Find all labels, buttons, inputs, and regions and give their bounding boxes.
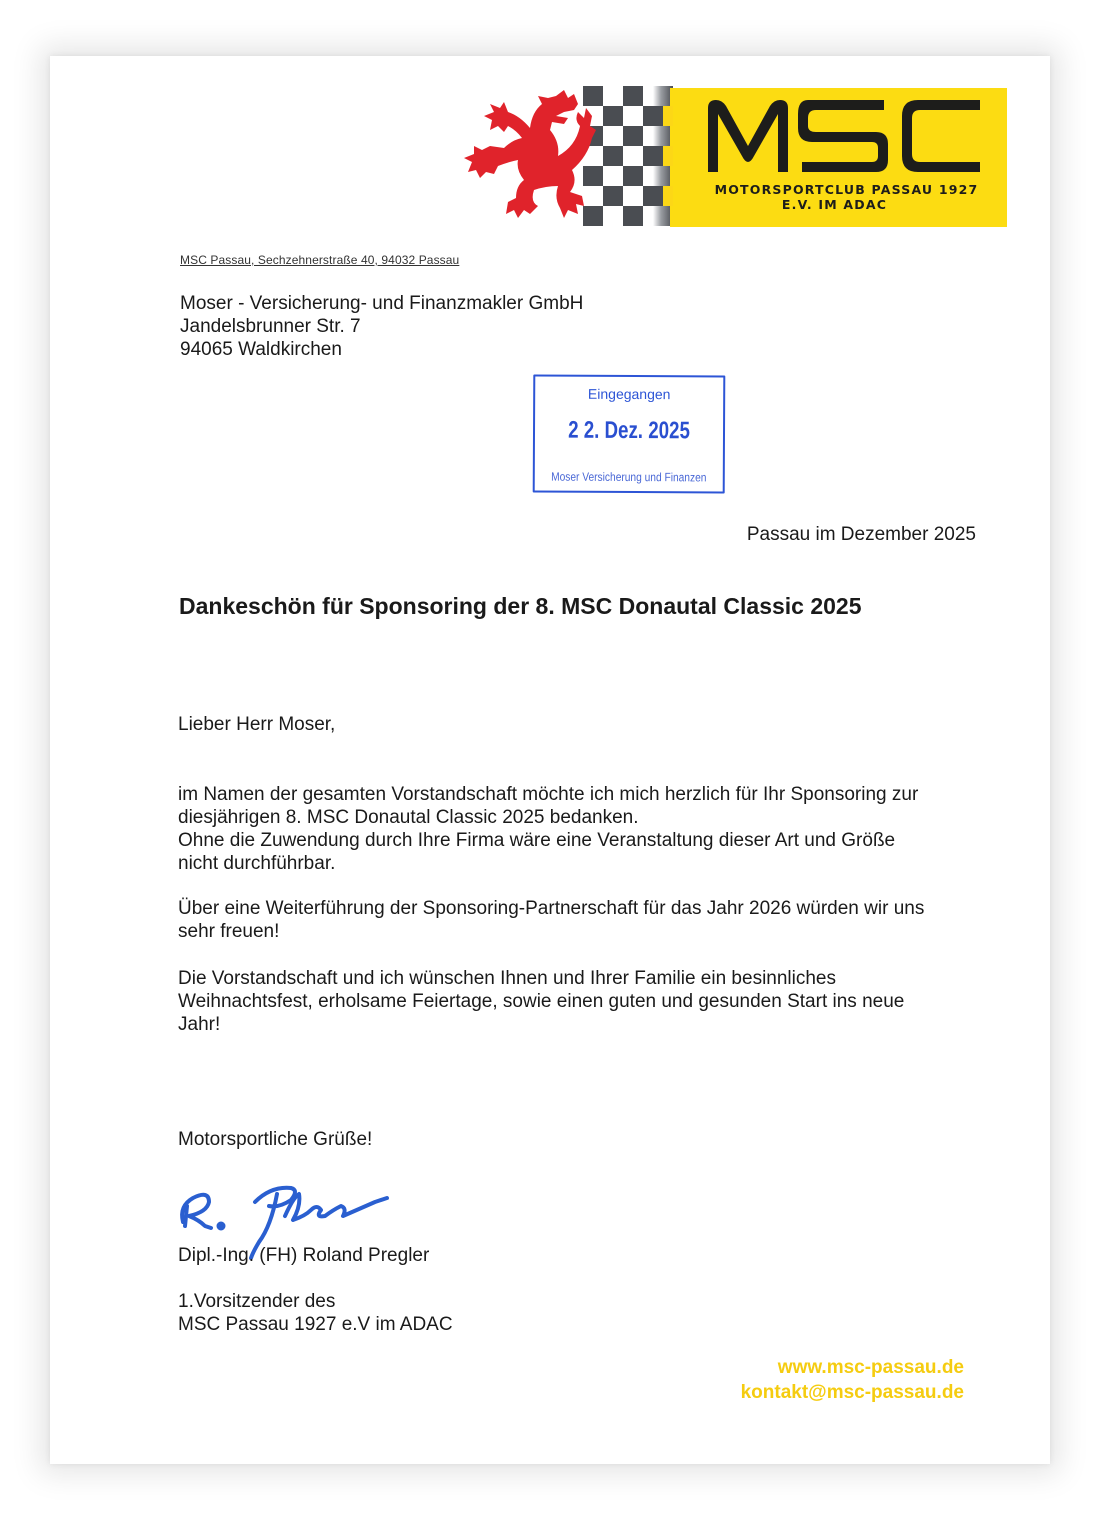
- stamp-title: Eingegangen: [587, 385, 671, 403]
- paragraph-line: Jahr!: [178, 1014, 221, 1035]
- lion-rampant-icon: [460, 86, 660, 231]
- msc-logo: [460, 86, 1010, 231]
- received-stamp: [533, 374, 726, 493]
- recipient-city: 94065 Waldkirchen: [180, 339, 342, 360]
- logo-subtitle-club: MOTORSPORTCLUB PASSAU 1927: [714, 182, 979, 197]
- logo-subtitle-adac: E.V. IM ADAC: [781, 197, 888, 212]
- email-link[interactable]: kontakt@msc-passau.de: [740, 1382, 964, 1403]
- yellow-strip-square: [663, 146, 673, 166]
- sender-address-line: MSC Passau, Sechzehnerstraße 40, 94032 Passau: [180, 253, 460, 267]
- recipient-company: Moser - Versicherung- und Finanzmakler GmbH: [180, 293, 584, 314]
- letter-subject: Dankeschön für Sponsoring der 8. MSC Donautal Classic 2025: [179, 593, 862, 619]
- paragraph-continuation: [178, 897, 998, 943]
- salutation: Lieber Herr Moser,: [178, 714, 336, 735]
- closing-greeting: Motorsportliche Grüße!: [178, 1129, 373, 1150]
- paragraph-line: Die Vorstandschaft und ich wünschen Ihnen und Ihrer Familie ein besinnliches: [178, 968, 836, 989]
- letter-date: Passau im Dezember 2025: [746, 524, 976, 545]
- paragraph-wishes: [178, 967, 998, 1036]
- paragraph-line: Weihnachtsfest, erholsame Feiertage, sowie einen guten und gesunden Start ins neue: [178, 991, 905, 1012]
- letter-page: [50, 56, 1050, 1464]
- paragraph-line: Ohne die Zuwendung durch Ihre Firma wäre eine Veranstaltung dieser Art und Größe: [178, 830, 896, 851]
- logo-yellow-strip: [663, 86, 673, 226]
- recipient-address: [180, 292, 583, 361]
- website-link[interactable]: www.msc-passau.de: [777, 1357, 964, 1378]
- contact-info: [741, 1355, 964, 1405]
- yellow-strip-square: [663, 186, 673, 206]
- signatory-name: Dipl.-Ing. (FH) Roland Pregler: [178, 1245, 430, 1266]
- recipient-street: Jandelsbrunner Str. 7: [180, 316, 361, 337]
- signatory-role-line: 1.Vorsitzender des: [178, 1291, 336, 1312]
- paragraph-line: Über eine Weiterführung der Sponsoring-Partnerschaft für das Jahr 2026 würden wir uns: [178, 898, 925, 919]
- paragraph-line: sehr freuen!: [178, 921, 280, 942]
- logo-msc-wordmark: [704, 92, 984, 182]
- paragraph-line: im Namen der gesamten Vorstandschaft möchte ich mich herzlich für Ihr Sponsoring zur: [178, 784, 919, 805]
- yellow-strip-square: [663, 106, 673, 126]
- stamp-date: 2 2. Dez. 2025: [568, 416, 690, 445]
- signatory-organization: MSC Passau 1927 e.V im ADAC: [178, 1314, 453, 1335]
- paragraph-thanks: [178, 783, 998, 875]
- paragraph-line: nicht durchführbar.: [178, 853, 336, 874]
- logo-yellow-banner: [670, 88, 1007, 227]
- paragraph-line: diesjährigen 8. MSC Donautal Classic 2025 bedanken.: [178, 807, 639, 828]
- stamp-footer: Moser Versicherung und Finanzen: [551, 469, 707, 485]
- signatory-role: [178, 1290, 998, 1336]
